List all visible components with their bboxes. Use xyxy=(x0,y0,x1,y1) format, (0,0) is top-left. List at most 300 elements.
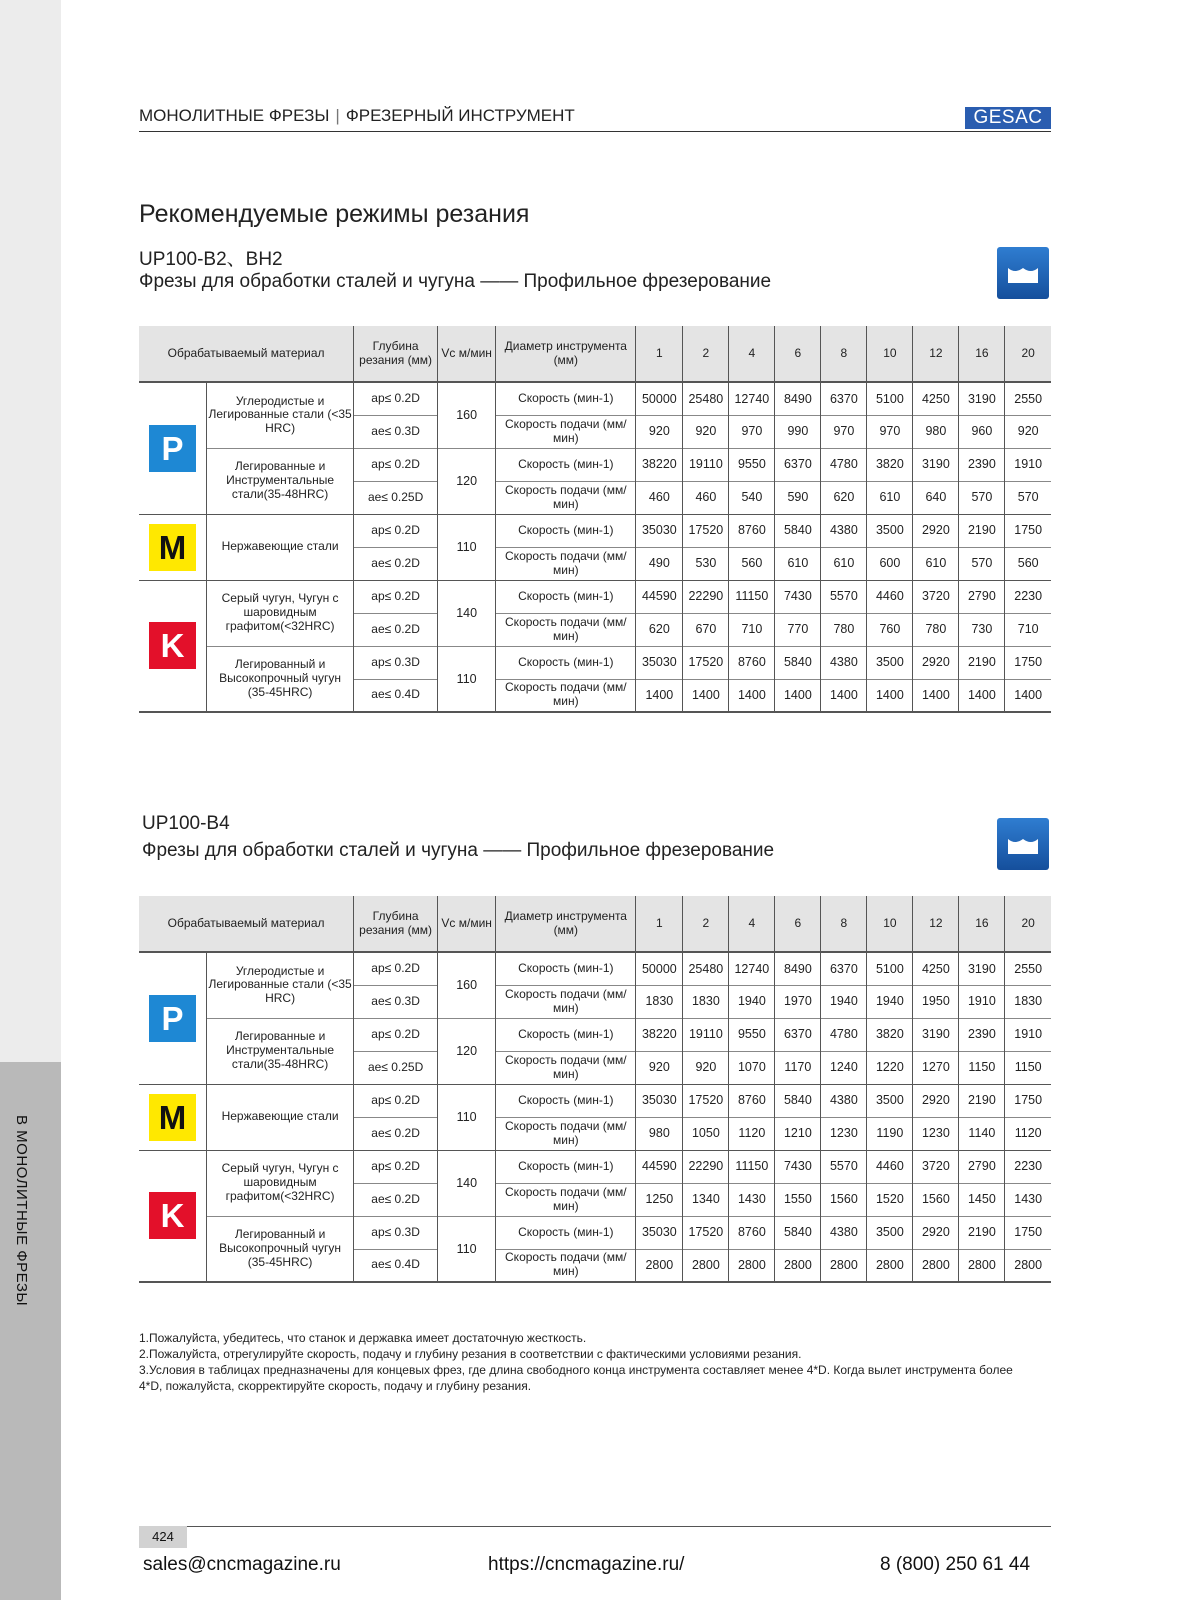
feed-value: 1400 xyxy=(821,679,867,712)
feed-value: 1940 xyxy=(867,985,913,1018)
depth-ae: ae≤ 0.3D xyxy=(354,415,438,448)
feed-value: 610 xyxy=(775,547,821,580)
feed-value: 970 xyxy=(867,415,913,448)
speed-value: 2920 xyxy=(913,1216,959,1249)
table-row xyxy=(139,1018,1051,1051)
speed-value: 2920 xyxy=(913,1084,959,1117)
vc-value: 120 xyxy=(438,448,496,514)
speed-value: 5840 xyxy=(775,646,821,679)
speed-value: 1750 xyxy=(1005,514,1051,547)
speed-value: 1910 xyxy=(1005,448,1051,481)
header-section: МОНОЛИТНЫЕ ФРЕЗЫ xyxy=(139,106,330,125)
speed-label: Скорость (мин-1) xyxy=(496,646,636,679)
header-diameter-value: 16 xyxy=(959,896,1005,952)
feed-value: 2800 xyxy=(821,1249,867,1282)
speed-value: 8760 xyxy=(729,1216,775,1249)
speed-value: 3820 xyxy=(867,448,913,481)
speed-value: 2920 xyxy=(913,514,959,547)
feed-value: 490 xyxy=(636,547,683,580)
feed-value: 530 xyxy=(683,547,729,580)
feed-value: 1190 xyxy=(867,1117,913,1150)
speed-value: 2230 xyxy=(1005,580,1051,613)
feed-label: Скорость подачи (мм/мин) xyxy=(496,1051,636,1084)
feed-value: 920 xyxy=(683,415,729,448)
speed-value: 4460 xyxy=(867,1150,913,1183)
speed-value: 3720 xyxy=(913,580,959,613)
feed-value: 570 xyxy=(1005,481,1051,514)
feed-value: 710 xyxy=(1005,613,1051,646)
header-material: Обрабатываемый материал xyxy=(139,326,354,382)
depth-ae: ae≤ 0.25D xyxy=(354,481,438,514)
feed-value: 1520 xyxy=(867,1183,913,1216)
table1-description: Фрезы для обработки сталей и чугуна —— Профильное фрезерование xyxy=(139,271,772,292)
feed-value: 1400 xyxy=(636,679,683,712)
table-row xyxy=(139,580,1051,613)
feed-value: 560 xyxy=(729,547,775,580)
speed-label: Скорость (мин-1) xyxy=(496,1018,636,1051)
header-material: Обрабатываемый материал xyxy=(139,896,354,952)
header-diameter-value: 10 xyxy=(867,326,913,382)
speed-value: 8490 xyxy=(775,382,821,415)
speed-value: 2790 xyxy=(959,580,1005,613)
speed-value: 8760 xyxy=(729,646,775,679)
feed-value: 980 xyxy=(913,415,959,448)
vc-value: 110 xyxy=(438,1084,496,1150)
material-name: Нержавеющие стали xyxy=(206,514,353,580)
feed-value: 670 xyxy=(683,613,729,646)
feed-label: Скорость подачи (мм/мин) xyxy=(496,547,636,580)
feed-value: 960 xyxy=(959,415,1005,448)
feed-value: 1560 xyxy=(821,1183,867,1216)
feed-value: 730 xyxy=(959,613,1005,646)
depth-ap: ap≤ 0.2D xyxy=(354,580,438,613)
speed-value: 5840 xyxy=(775,514,821,547)
speed-value: 35030 xyxy=(636,646,683,679)
note-1: 1.Пожалуйста, убедитесь, что станок и державка имеет достаточную жесткость. xyxy=(139,1331,587,1345)
feed-value: 1070 xyxy=(729,1051,775,1084)
feed-value: 920 xyxy=(636,1051,683,1084)
speed-value: 5840 xyxy=(775,1216,821,1249)
material-name: Легированный и Высокопрочный чугун (35-45HRC) xyxy=(206,1216,353,1282)
feed-value: 460 xyxy=(683,481,729,514)
material-name: Серый чугун, Чугун с шаровидным графитом(<32HRC) xyxy=(206,580,353,646)
table-header-row xyxy=(139,896,1051,952)
speed-value: 3190 xyxy=(913,448,959,481)
speed-value: 8760 xyxy=(729,514,775,547)
iso-k-badge: K xyxy=(149,622,196,669)
speed-value: 17520 xyxy=(683,646,729,679)
speed-value: 2390 xyxy=(959,1018,1005,1051)
profile-milling-icon xyxy=(997,247,1049,299)
speed-value: 25480 xyxy=(683,382,729,415)
feed-value: 710 xyxy=(729,613,775,646)
header-diameter-value: 16 xyxy=(959,326,1005,382)
table-header-row xyxy=(139,326,1051,382)
speed-value: 8490 xyxy=(775,952,821,985)
speed-value: 2190 xyxy=(959,514,1005,547)
speed-value: 35030 xyxy=(636,1084,683,1117)
iso-class-cell xyxy=(139,1150,206,1282)
header-diameter-value: 1 xyxy=(636,896,683,952)
feed-value: 1400 xyxy=(775,679,821,712)
speed-value: 5840 xyxy=(775,1084,821,1117)
iso-m-badge: M xyxy=(149,1094,196,1141)
cutting-data-table-2 xyxy=(139,896,1051,1283)
speed-value: 11150 xyxy=(729,1150,775,1183)
header-category: ФРЕЗЕРНЫЙ ИНСТРУМЕНТ xyxy=(345,106,575,125)
footer-divider xyxy=(139,1526,1051,1527)
vc-value: 110 xyxy=(438,514,496,580)
speed-value: 2790 xyxy=(959,1150,1005,1183)
page-number: 424 xyxy=(139,1526,187,1548)
table1-model: UP100-B2、BH2 xyxy=(139,249,283,270)
feed-value: 640 xyxy=(913,481,959,514)
speed-value: 22290 xyxy=(683,580,729,613)
table-row xyxy=(139,514,1051,547)
depth-ae: ae≤ 0.2D xyxy=(354,1117,438,1150)
header-depth: Глубина резания (мм) xyxy=(354,326,438,382)
feed-value: 560 xyxy=(1005,547,1051,580)
speed-value: 7430 xyxy=(775,580,821,613)
feed-value: 980 xyxy=(636,1117,683,1150)
header-separator: | xyxy=(335,106,340,125)
speed-value: 2230 xyxy=(1005,1150,1051,1183)
feed-value: 1270 xyxy=(913,1051,959,1084)
speed-value: 4250 xyxy=(913,382,959,415)
speed-value: 9550 xyxy=(729,448,775,481)
feed-value: 1210 xyxy=(775,1117,821,1150)
iso-class-cell xyxy=(139,382,206,514)
speed-value: 3190 xyxy=(959,952,1005,985)
material-name: Серый чугун, Чугун с шаровидным графитом(<32HRC) xyxy=(206,1150,353,1216)
feed-label: Скорость подачи (мм/мин) xyxy=(496,415,636,448)
feed-value: 2800 xyxy=(959,1249,1005,1282)
feed-value: 620 xyxy=(821,481,867,514)
depth-ap: ap≤ 0.2D xyxy=(354,514,438,547)
speed-label: Скорость (мин-1) xyxy=(496,1150,636,1183)
depth-ae: ae≤ 0.2D xyxy=(354,547,438,580)
speed-value: 2550 xyxy=(1005,382,1051,415)
feed-value: 610 xyxy=(867,481,913,514)
feed-value: 1170 xyxy=(775,1051,821,1084)
feed-value: 2800 xyxy=(867,1249,913,1282)
table-row xyxy=(139,448,1051,481)
feed-value: 1400 xyxy=(683,679,729,712)
speed-value: 25480 xyxy=(683,952,729,985)
header-diameter-value: 6 xyxy=(775,896,821,952)
feed-value: 1940 xyxy=(821,985,867,1018)
speed-value: 44590 xyxy=(636,580,683,613)
speed-value: 50000 xyxy=(636,382,683,415)
speed-value: 1910 xyxy=(1005,1018,1051,1051)
feed-value: 920 xyxy=(636,415,683,448)
speed-value: 19110 xyxy=(683,448,729,481)
speed-value: 3500 xyxy=(867,1084,913,1117)
table-row xyxy=(139,1216,1051,1249)
depth-ap: ap≤ 0.2D xyxy=(354,1084,438,1117)
depth-ap: ap≤ 0.2D xyxy=(354,1018,438,1051)
feed-value: 2800 xyxy=(636,1249,683,1282)
footer-email[interactable]: sales@cncmagazine.ru xyxy=(143,1554,341,1575)
feed-value: 2800 xyxy=(683,1249,729,1282)
speed-value: 3500 xyxy=(867,646,913,679)
feed-label: Скорость подачи (мм/мин) xyxy=(496,1117,636,1150)
depth-ae: ae≤ 0.4D xyxy=(354,679,438,712)
header-diameter: Диаметр инструмента (мм) xyxy=(496,896,636,952)
speed-value: 17520 xyxy=(683,1216,729,1249)
page-title: Рекомендуемые режимы резания xyxy=(139,200,530,228)
header-vc: Vc м/мин xyxy=(438,896,496,952)
header-vc: Vc м/мин xyxy=(438,326,496,382)
speed-value: 4780 xyxy=(821,448,867,481)
feed-value: 610 xyxy=(821,547,867,580)
feed-value: 1830 xyxy=(1005,985,1051,1018)
depth-ap: ap≤ 0.2D xyxy=(354,448,438,481)
speed-value: 1750 xyxy=(1005,646,1051,679)
speed-value: 12740 xyxy=(729,952,775,985)
depth-ae: ae≤ 0.2D xyxy=(354,613,438,646)
feed-value: 1150 xyxy=(959,1051,1005,1084)
feed-value: 600 xyxy=(867,547,913,580)
speed-value: 44590 xyxy=(636,1150,683,1183)
feed-value: 1950 xyxy=(913,985,959,1018)
feed-value: 920 xyxy=(1005,415,1051,448)
material-name: Углеродистые и Легированные стали (<35 HRC) xyxy=(206,952,353,1018)
iso-class-cell xyxy=(139,580,206,712)
feed-value: 460 xyxy=(636,481,683,514)
feed-value: 1830 xyxy=(636,985,683,1018)
speed-value: 6370 xyxy=(775,448,821,481)
footer-phone[interactable]: 8 (800) 250 61 44 xyxy=(880,1554,1031,1575)
speed-value: 4380 xyxy=(821,646,867,679)
vc-value: 160 xyxy=(438,382,496,448)
speed-value: 4380 xyxy=(821,1216,867,1249)
feed-value: 1240 xyxy=(821,1051,867,1084)
header-diameter-value: 4 xyxy=(729,896,775,952)
feed-value: 1250 xyxy=(636,1183,683,1216)
depth-ae: ae≤ 0.2D xyxy=(354,1183,438,1216)
feed-value: 1430 xyxy=(729,1183,775,1216)
depth-ap: ap≤ 0.2D xyxy=(354,382,438,415)
cutting-data-table-1 xyxy=(139,326,1051,713)
speed-value: 1750 xyxy=(1005,1216,1051,1249)
feed-label: Скорость подачи (мм/мин) xyxy=(496,1183,636,1216)
table-row xyxy=(139,1150,1051,1183)
speed-value: 35030 xyxy=(636,514,683,547)
speed-value: 1750 xyxy=(1005,1084,1051,1117)
speed-value: 3500 xyxy=(867,514,913,547)
speed-value: 22290 xyxy=(683,1150,729,1183)
feed-value: 770 xyxy=(775,613,821,646)
header-diameter-value: 6 xyxy=(775,326,821,382)
iso-class-cell xyxy=(139,1084,206,1150)
feed-value: 1400 xyxy=(729,679,775,712)
speed-value: 6370 xyxy=(821,952,867,985)
speed-value: 3190 xyxy=(959,382,1005,415)
speed-value: 2390 xyxy=(959,448,1005,481)
speed-value: 3190 xyxy=(913,1018,959,1051)
feed-value: 540 xyxy=(729,481,775,514)
table-row xyxy=(139,382,1051,415)
speed-value: 2920 xyxy=(913,646,959,679)
table-row xyxy=(139,1084,1051,1117)
feed-value: 970 xyxy=(821,415,867,448)
feed-value: 1560 xyxy=(913,1183,959,1216)
speed-value: 2550 xyxy=(1005,952,1051,985)
vc-value: 120 xyxy=(438,1018,496,1084)
depth-ae: ae≤ 0.3D xyxy=(354,985,438,1018)
speed-value: 5100 xyxy=(867,382,913,415)
feed-value: 1940 xyxy=(729,985,775,1018)
speed-value: 4250 xyxy=(913,952,959,985)
vc-value: 110 xyxy=(438,1216,496,1282)
iso-k-badge: K xyxy=(149,1192,196,1239)
gesac-logo: GESAC xyxy=(965,107,1051,129)
speed-label: Скорость (мин-1) xyxy=(496,952,636,985)
speed-label: Скорость (мин-1) xyxy=(496,1084,636,1117)
vc-value: 160 xyxy=(438,952,496,1018)
feed-value: 1400 xyxy=(1005,679,1051,712)
table2-model: UP100-B4 xyxy=(142,813,230,834)
speed-value: 19110 xyxy=(683,1018,729,1051)
speed-value: 4780 xyxy=(821,1018,867,1051)
speed-label: Скорость (мин-1) xyxy=(496,382,636,415)
header-depth: Глубина резания (мм) xyxy=(354,896,438,952)
feed-label: Скорость подачи (мм/мин) xyxy=(496,985,636,1018)
feed-value: 1400 xyxy=(867,679,913,712)
depth-ap: ap≤ 0.2D xyxy=(354,1150,438,1183)
header-diameter-value: 12 xyxy=(913,326,959,382)
depth-ap: ap≤ 0.2D xyxy=(354,952,438,985)
header-diameter-value: 4 xyxy=(729,326,775,382)
depth-ae: ae≤ 0.4D xyxy=(354,1249,438,1282)
header-diameter-value: 8 xyxy=(821,896,867,952)
note-3: 3.Условия в таблицах предназначены для концевых фрез, где длина свободного конца инструмента составляет менее 4*D. Когда вылет инструмента более 4*D, пожалуйста, скорректируйте скорость, подачу и глубину резания. xyxy=(139,1363,1013,1393)
feed-value: 1150 xyxy=(1005,1051,1051,1084)
feed-value: 2800 xyxy=(775,1249,821,1282)
speed-value: 3720 xyxy=(913,1150,959,1183)
footer-url[interactable]: https://cncmagazine.ru/ xyxy=(488,1554,685,1575)
speed-value: 5570 xyxy=(821,1150,867,1183)
speed-value: 6370 xyxy=(821,382,867,415)
speed-value: 12740 xyxy=(729,382,775,415)
speed-value: 4380 xyxy=(821,1084,867,1117)
speed-value: 4380 xyxy=(821,514,867,547)
header-diameter-value: 12 xyxy=(913,896,959,952)
header-breadcrumb xyxy=(139,106,575,126)
header-diameter-value: 20 xyxy=(1005,326,1051,382)
section-side-tab xyxy=(0,1062,61,1600)
material-name: Легированные и Инструментальные стали(35-48HRC) xyxy=(206,448,353,514)
feed-value: 570 xyxy=(959,547,1005,580)
feed-value: 1140 xyxy=(959,1117,1005,1150)
section-side-tab-label: В МОНОЛИТНЫЕ ФРЕЗЫ xyxy=(13,1115,30,1307)
depth-ae: ae≤ 0.25D xyxy=(354,1051,438,1084)
speed-value: 2190 xyxy=(959,1216,1005,1249)
header-diameter-value: 8 xyxy=(821,326,867,382)
iso-class-cell xyxy=(139,514,206,580)
speed-value: 2190 xyxy=(959,646,1005,679)
feed-value: 970 xyxy=(729,415,775,448)
speed-label: Скорость (мин-1) xyxy=(496,580,636,613)
feed-value: 590 xyxy=(775,481,821,514)
header-diameter-value: 2 xyxy=(683,326,729,382)
notes xyxy=(139,1330,1039,1394)
feed-value: 620 xyxy=(636,613,683,646)
feed-value: 1400 xyxy=(913,679,959,712)
material-name: Углеродистые и Легированные стали (<35 HRC) xyxy=(206,382,353,448)
speed-value: 9550 xyxy=(729,1018,775,1051)
speed-value: 8760 xyxy=(729,1084,775,1117)
feed-value: 1430 xyxy=(1005,1183,1051,1216)
header-diameter-value: 10 xyxy=(867,896,913,952)
speed-value: 50000 xyxy=(636,952,683,985)
note-2: 2.Пожалуйста, отрегулируйте скорость, подачу и глубину резания в соответствии с фактическими условиями резания. xyxy=(139,1347,802,1361)
material-name: Легированные и Инструментальные стали(35-48HRC) xyxy=(206,1018,353,1084)
speed-value: 7430 xyxy=(775,1150,821,1183)
feed-value: 990 xyxy=(775,415,821,448)
speed-value: 38220 xyxy=(636,448,683,481)
speed-value: 6370 xyxy=(775,1018,821,1051)
speed-value: 4460 xyxy=(867,580,913,613)
depth-ap: ap≤ 0.3D xyxy=(354,646,438,679)
header-diameter: Диаметр инструмента (мм) xyxy=(496,326,636,382)
feed-value: 2800 xyxy=(913,1249,959,1282)
feed-label: Скорость подачи (мм/мин) xyxy=(496,481,636,514)
speed-value: 3820 xyxy=(867,1018,913,1051)
iso-m-badge: M xyxy=(149,524,196,571)
profile-milling-icon xyxy=(997,818,1049,870)
feed-value: 2800 xyxy=(1005,1249,1051,1282)
feed-value: 1220 xyxy=(867,1051,913,1084)
iso-p-badge: P xyxy=(149,425,196,472)
speed-value: 11150 xyxy=(729,580,775,613)
feed-label: Скорость подачи (мм/мин) xyxy=(496,679,636,712)
feed-value: 760 xyxy=(867,613,913,646)
feed-value: 1400 xyxy=(959,679,1005,712)
speed-label: Скорость (мин-1) xyxy=(496,1216,636,1249)
page-header xyxy=(139,104,1051,132)
feed-label: Скорость подачи (мм/мин) xyxy=(496,1249,636,1282)
iso-class-cell xyxy=(139,952,206,1084)
feed-value: 2800 xyxy=(729,1249,775,1282)
feed-value: 1230 xyxy=(821,1117,867,1150)
depth-ap: ap≤ 0.3D xyxy=(354,1216,438,1249)
feed-value: 1230 xyxy=(913,1117,959,1150)
feed-label: Скорость подачи (мм/мин) xyxy=(496,613,636,646)
speed-value: 5100 xyxy=(867,952,913,985)
material-name: Нержавеющие стали xyxy=(206,1084,353,1150)
speed-value: 5570 xyxy=(821,580,867,613)
speed-value: 2190 xyxy=(959,1084,1005,1117)
feed-value: 1910 xyxy=(959,985,1005,1018)
header-diameter-value: 20 xyxy=(1005,896,1051,952)
feed-value: 1340 xyxy=(683,1183,729,1216)
feed-value: 780 xyxy=(821,613,867,646)
speed-label: Скорость (мин-1) xyxy=(496,448,636,481)
header-diameter-value: 2 xyxy=(683,896,729,952)
feed-value: 570 xyxy=(959,481,1005,514)
feed-value: 920 xyxy=(683,1051,729,1084)
table-row xyxy=(139,952,1051,985)
feed-value: 1120 xyxy=(1005,1117,1051,1150)
feed-value: 610 xyxy=(913,547,959,580)
speed-value: 3500 xyxy=(867,1216,913,1249)
speed-value: 17520 xyxy=(683,1084,729,1117)
feed-value: 1050 xyxy=(683,1117,729,1150)
vc-value: 110 xyxy=(438,646,496,712)
feed-value: 1970 xyxy=(775,985,821,1018)
